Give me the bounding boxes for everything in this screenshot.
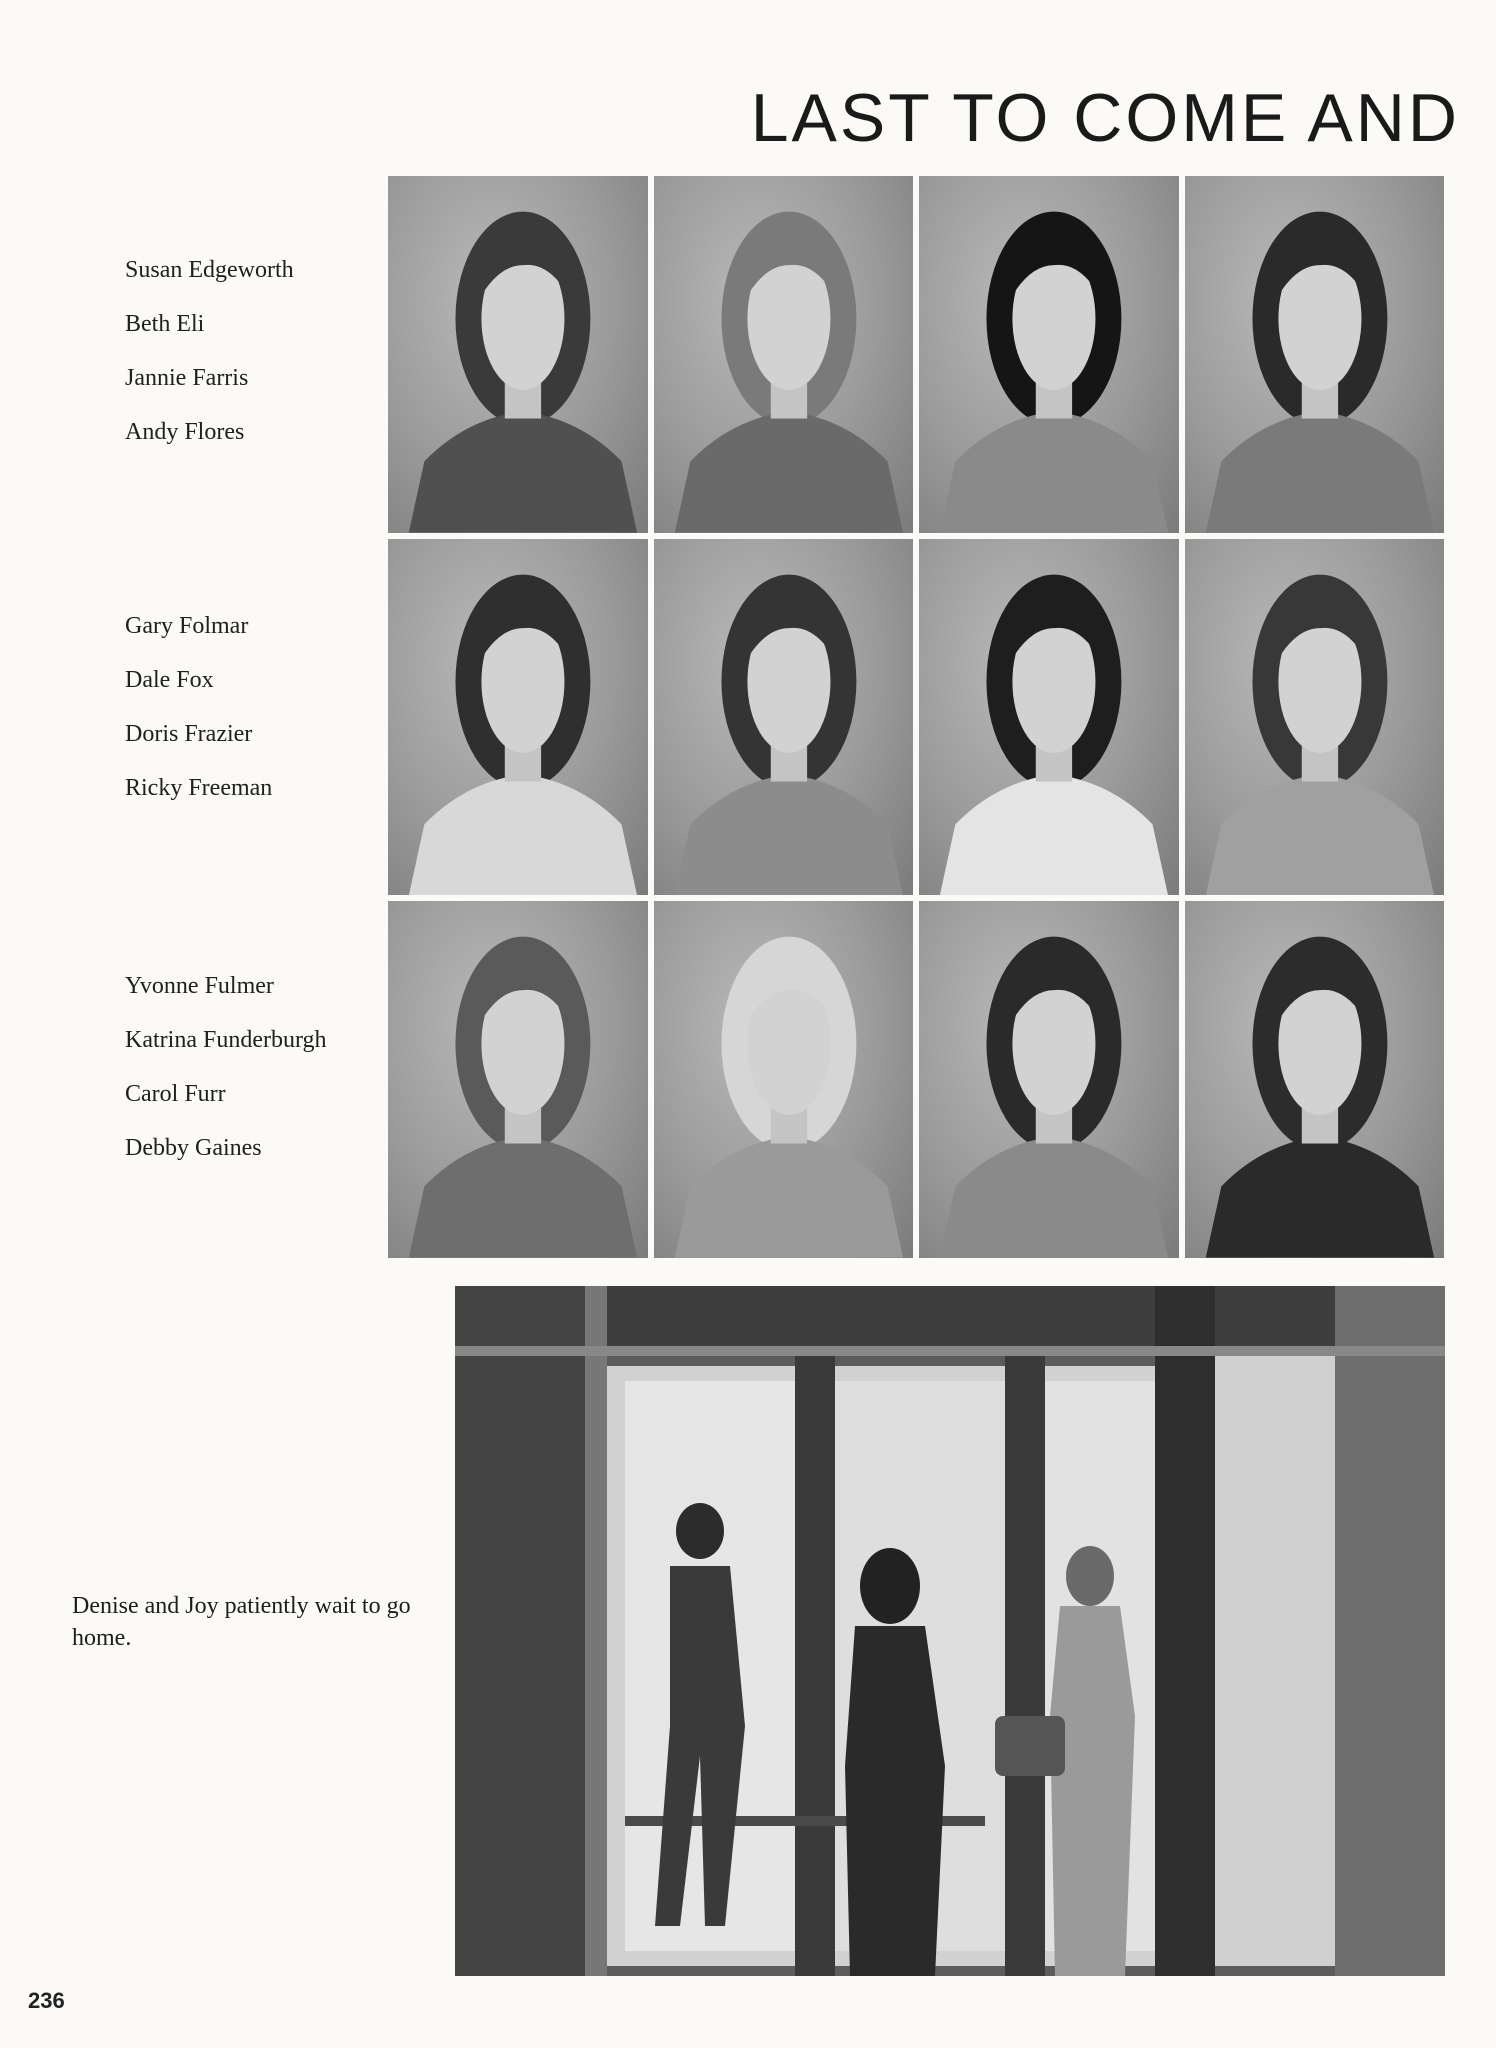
portrait-figure xyxy=(654,901,914,1258)
portrait-figure xyxy=(919,901,1179,1258)
name-list-row-1 xyxy=(125,258,385,474)
student-name: Ricky Freeman xyxy=(125,775,273,801)
portrait-figure xyxy=(388,176,648,533)
candid-photo-doorway xyxy=(455,1286,1445,1976)
student-name: Beth Eli xyxy=(125,311,205,337)
student-name: Susan Edgeworth xyxy=(125,257,294,283)
portrait-figure xyxy=(919,176,1179,533)
photo-caption: Denise and Joy patiently wait to go home. xyxy=(72,1593,411,1651)
portrait-figure xyxy=(919,539,1179,896)
student-name: Katrina Funderburgh xyxy=(125,1027,327,1053)
student-name: Doris Frazier xyxy=(125,721,253,747)
portrait-figure xyxy=(1185,176,1445,533)
page-headline: LAST TO COME AND xyxy=(750,80,1460,156)
student-name: Carol Furr xyxy=(125,1081,226,1107)
student-portrait xyxy=(654,176,914,533)
student-name: Yvonne Fulmer xyxy=(125,973,274,999)
student-portrait xyxy=(1185,539,1445,896)
student-name: Dale Fox xyxy=(125,667,214,693)
student-portrait xyxy=(919,901,1179,1258)
portrait-figure xyxy=(1185,901,1445,1258)
student-portrait xyxy=(388,176,648,533)
student-portrait xyxy=(919,539,1179,896)
portrait-grid xyxy=(388,176,1444,1258)
student-portrait xyxy=(919,176,1179,533)
portrait-figure xyxy=(388,901,648,1258)
student-portrait xyxy=(388,539,648,896)
portrait-figure xyxy=(654,539,914,896)
student-name: Debby Gaines xyxy=(125,1135,262,1161)
page-number: 236 xyxy=(28,1988,65,2013)
student-name: Gary Folmar xyxy=(125,613,249,639)
student-portrait xyxy=(388,901,648,1258)
student-portrait xyxy=(1185,901,1445,1258)
student-name: Jannie Farris xyxy=(125,365,249,391)
student-name: Andy Flores xyxy=(125,419,245,445)
portrait-figure xyxy=(1185,539,1445,896)
name-list-row-3 xyxy=(125,974,385,1190)
name-list-row-2 xyxy=(125,614,385,830)
student-portrait xyxy=(654,539,914,896)
student-portrait xyxy=(654,901,914,1258)
portrait-figure xyxy=(654,176,914,533)
portrait-figure xyxy=(388,539,648,896)
student-portrait xyxy=(1185,176,1445,533)
doorway-scene xyxy=(455,1286,1445,1976)
